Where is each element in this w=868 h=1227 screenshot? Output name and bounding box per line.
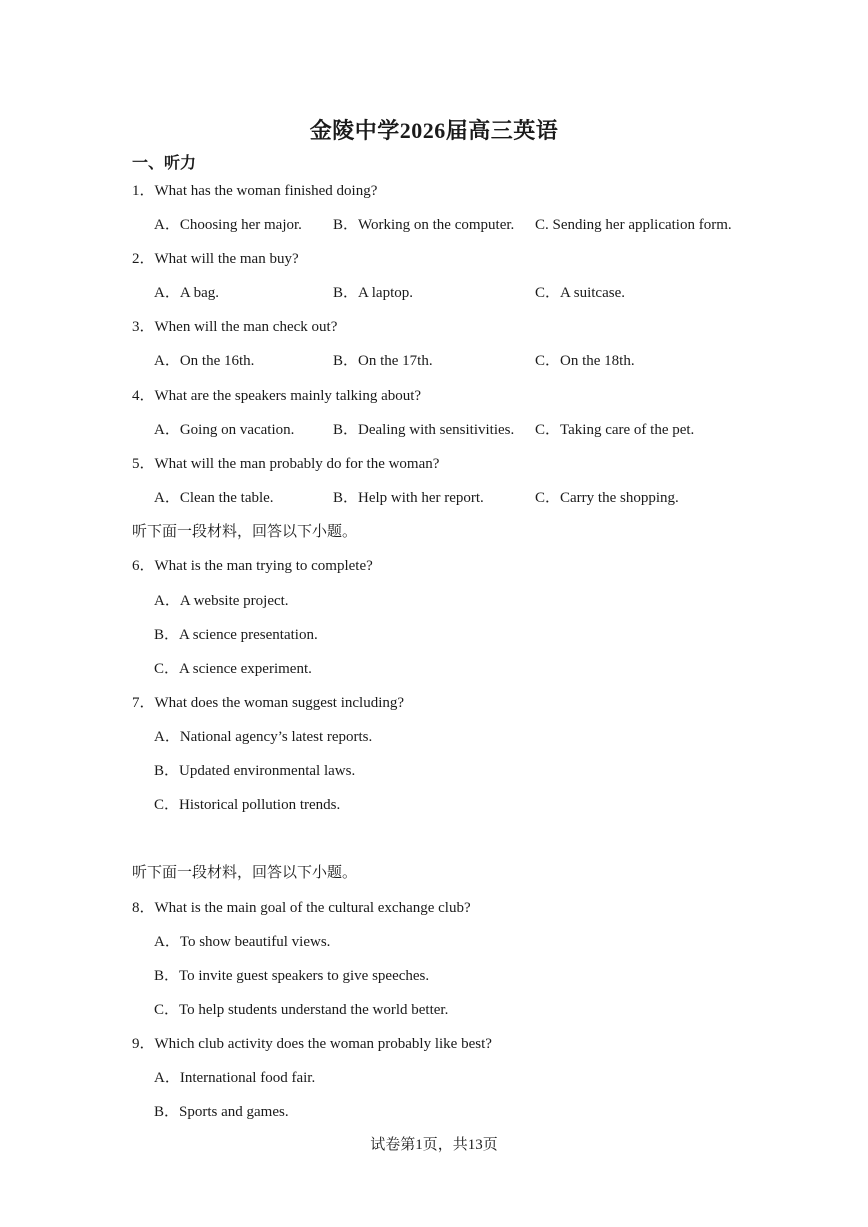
listening-instruction-2: 听下面一段材料，回答以下小题。 bbox=[132, 865, 358, 881]
question-5-option-c: C．Carry the shopping. bbox=[535, 490, 679, 506]
question-7-option-c: C．Historical pollution trends. bbox=[154, 797, 341, 813]
question-5-stem: 5．What will the man probably do for the woman? bbox=[132, 456, 440, 472]
question-1-option-c: C. Sending her application form. bbox=[535, 217, 732, 233]
section-heading-listening: 一、听力 bbox=[132, 155, 197, 172]
question-5-option-b: B．Help with her report. bbox=[333, 490, 484, 506]
question-2-option-b: B．A laptop. bbox=[333, 285, 414, 301]
question-7-stem: 7．What does the woman suggest including? bbox=[132, 695, 405, 711]
question-4-option-a: A．Going on vacation. bbox=[154, 422, 295, 438]
question-6-option-c: C．A science experiment. bbox=[154, 661, 312, 677]
question-2-option-a: A．A bag. bbox=[154, 285, 219, 301]
question-2-stem: 2．What will the man buy? bbox=[132, 251, 299, 267]
question-7-option-b: B．Updated environmental laws. bbox=[154, 763, 356, 779]
question-7-option-a: A．National agency’s latest reports. bbox=[154, 729, 373, 745]
question-6-option-b: B．A science presentation. bbox=[154, 627, 318, 643]
question-4-stem: 4．What are the speakers mainly talking about? bbox=[132, 388, 422, 404]
page-footer: 试卷第1页，共13页 bbox=[370, 1137, 498, 1153]
question-8-option-b: B．To invite guest speakers to give speeches. bbox=[154, 968, 430, 984]
question-6-stem: 6．What is the man trying to complete? bbox=[132, 558, 373, 574]
listening-instruction-1: 听下面一段材料，回答以下小题。 bbox=[132, 524, 358, 540]
question-6-option-a: A．A website project. bbox=[154, 593, 289, 609]
question-9-option-a: A．International food fair. bbox=[154, 1070, 316, 1086]
question-8-stem: 8．What is the main goal of the cultural exchange club? bbox=[132, 900, 471, 916]
question-9-stem: 9．Which club activity does the woman probably like best? bbox=[132, 1036, 492, 1052]
question-4-option-c: C．Taking care of the pet. bbox=[535, 422, 695, 438]
question-5-option-a: A．Clean the table. bbox=[154, 490, 274, 506]
question-4-option-b: B．Dealing with sensitivities. bbox=[333, 422, 515, 438]
question-3-option-c: C．On the 18th. bbox=[535, 353, 635, 369]
question-1-option-a: A．Choosing her major. bbox=[154, 217, 302, 233]
page-title: 金陵中学2026届高三英语 bbox=[309, 118, 559, 143]
question-3-stem: 3．When will the man check out? bbox=[132, 319, 338, 335]
question-9-option-b: B．Sports and games. bbox=[154, 1104, 289, 1120]
question-3-option-b: B．On the 17th. bbox=[333, 353, 433, 369]
question-8-option-c: C．To help students understand the world better. bbox=[154, 1002, 449, 1018]
question-1-option-b: B．Working on the computer. bbox=[333, 217, 515, 233]
question-3-option-a: A．On the 16th. bbox=[154, 353, 255, 369]
question-2-option-c: C．A suitcase. bbox=[535, 285, 625, 301]
question-8-option-a: A．To show beautiful views. bbox=[154, 934, 331, 950]
question-1-stem: 1．What has the woman finished doing? bbox=[132, 183, 378, 199]
